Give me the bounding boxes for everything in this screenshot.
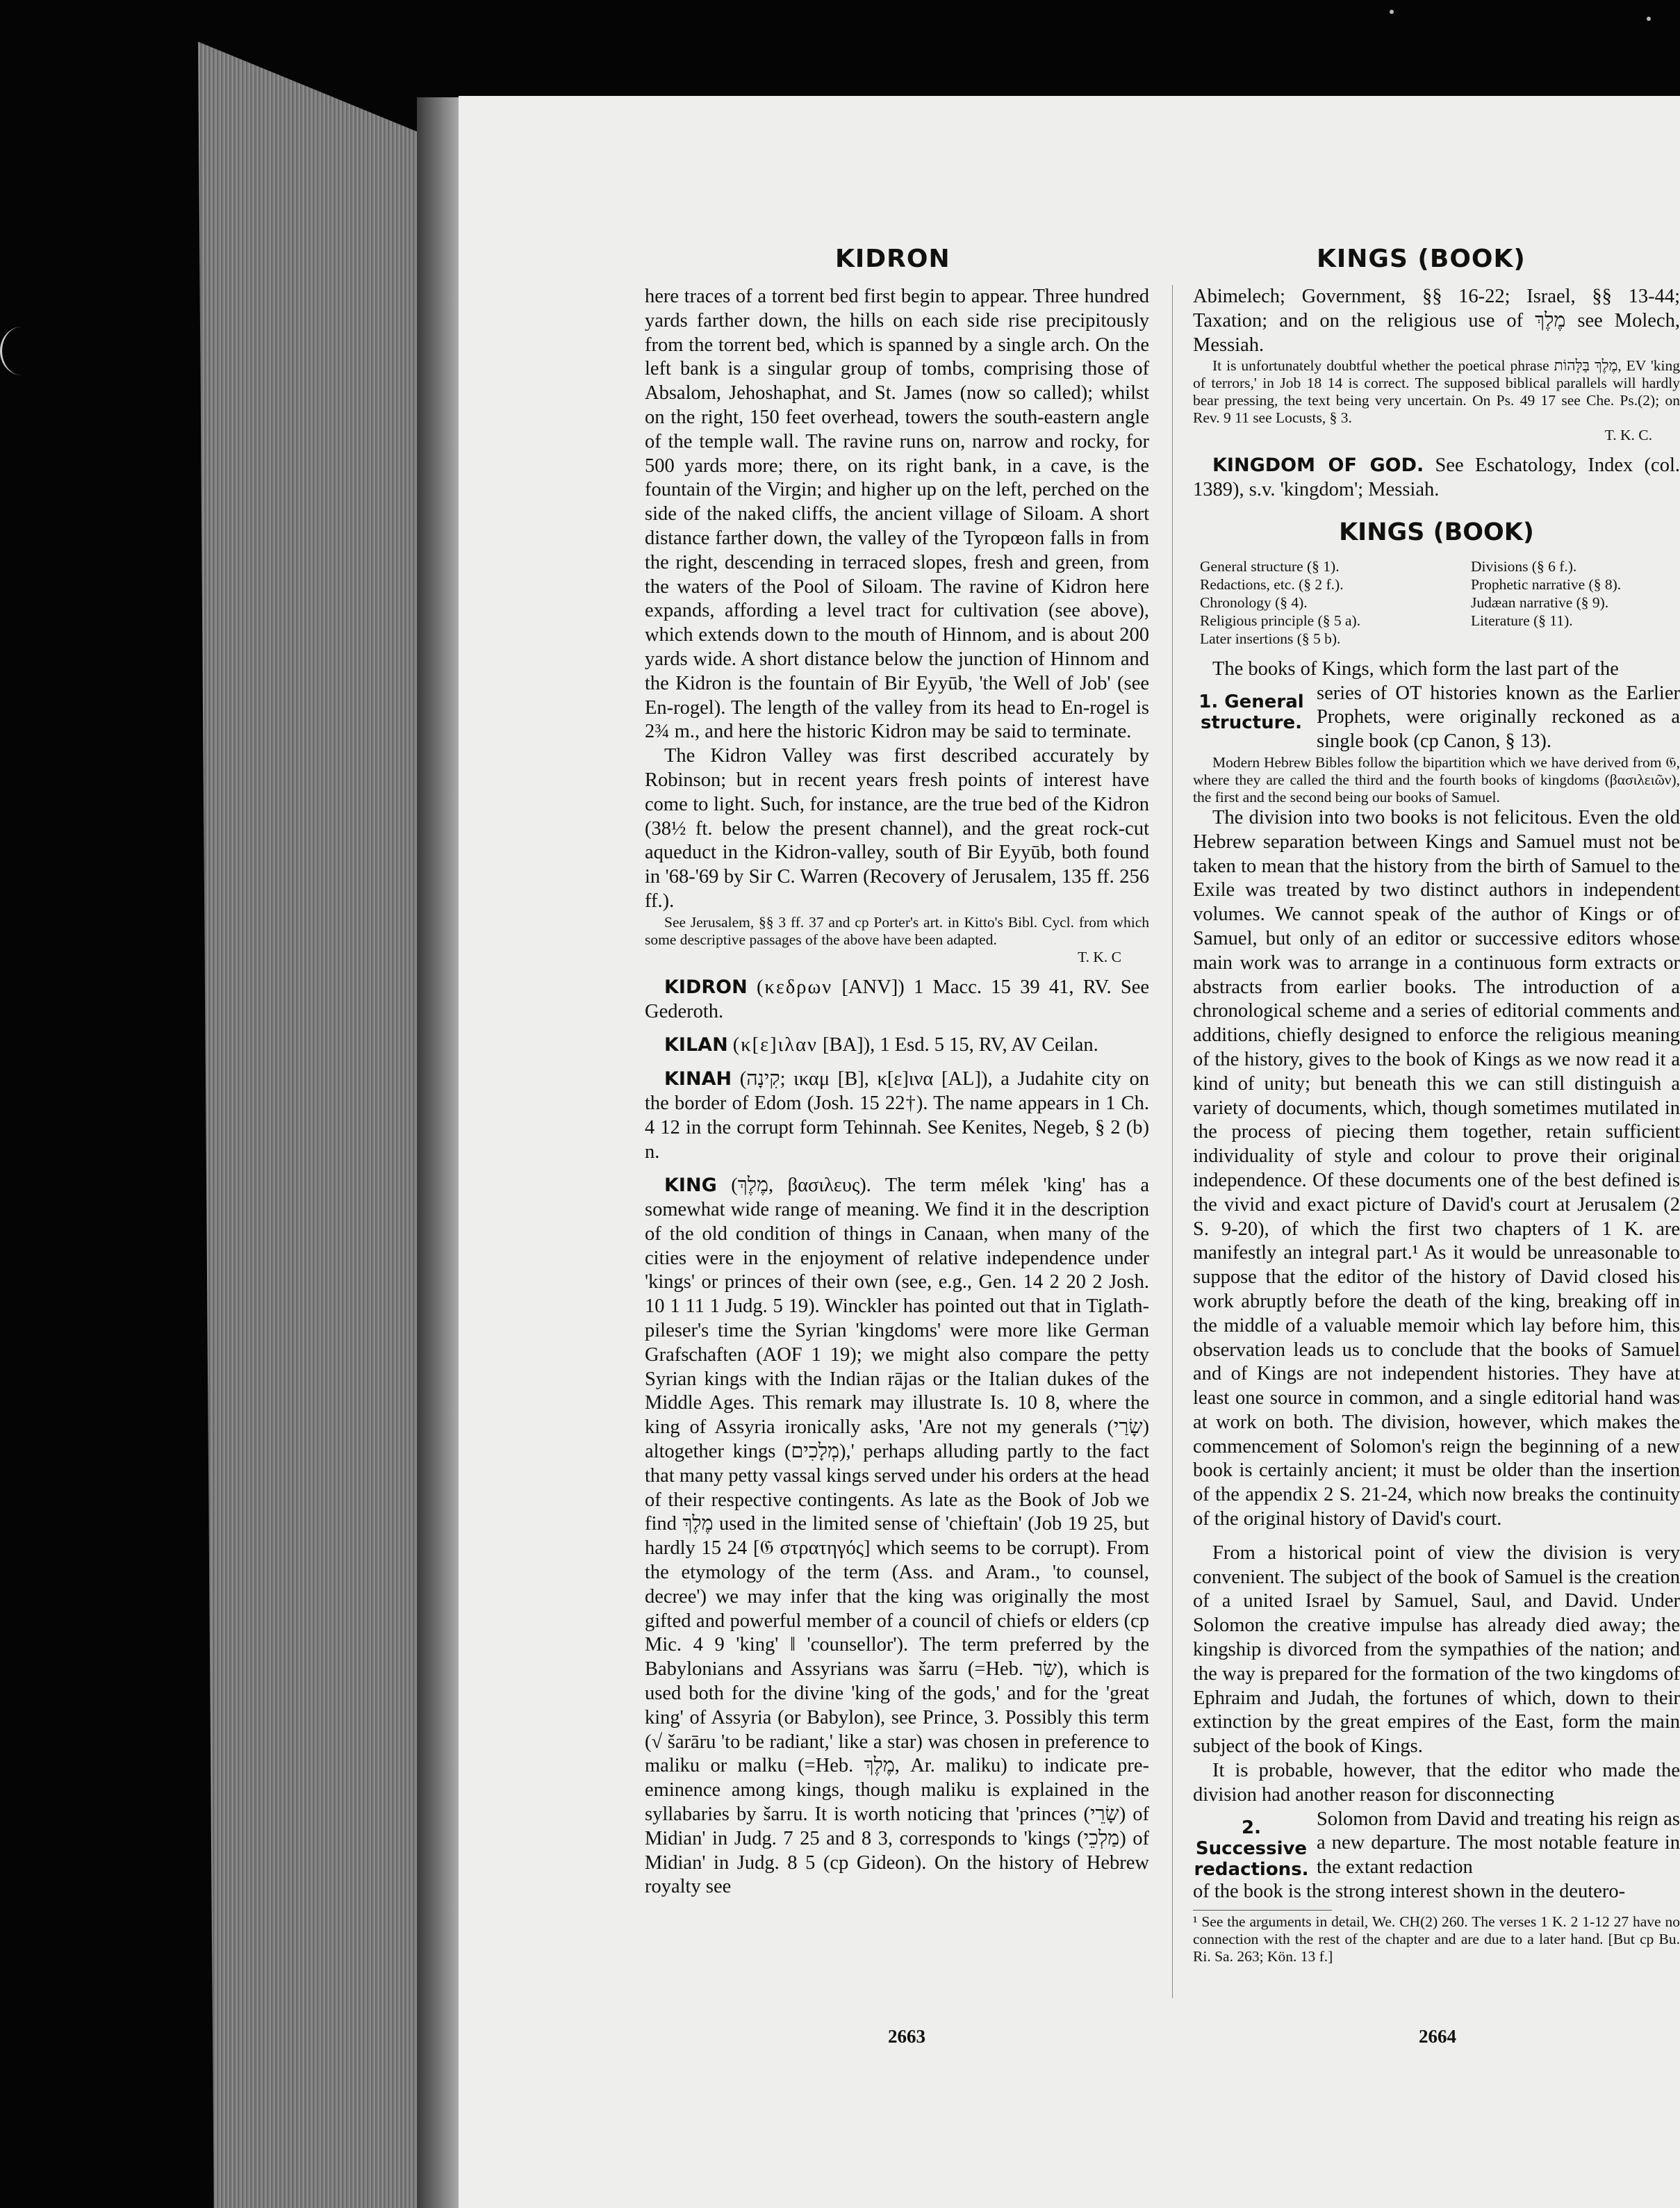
page-number-right: 2664 [1419,2026,1456,2047]
kidron-reference-note: See Jerusalem, §§ 3 ff. 37 and cp Porter's art. in Kitto's Bibl. Cycl. from which some descriptive passages of the above have been adapted. [645,913,1149,948]
left-column [645,285,1149,1899]
section-1-body: series of OT histories known as the Earlier Prophets, were originally reckoned as a single book (cp Canon, § 13). [1317,682,1680,753]
contents-item: General structure (§ 1). [1200,557,1340,575]
headword-kilan: KILAN [664,1034,728,1056]
margin-mark [0,327,44,375]
dust-speck [1647,17,1651,21]
contents-item: Redactions, etc. (§ 2 f.). [1200,575,1344,593]
section-1-note: Modern Hebrew Bibles follow the bipartition which we have derived from 𝔊, where they are called the third and the fourth books of kingdoms (βασιλειῶν), the first and the second being our books of Samuel. [1193,753,1680,805]
author-signature: T. K. C. [1604,427,1652,444]
headword-kingdom-of-god: KINGDOM OF GOD. [1212,455,1424,477]
section-1-heading: 1. General structure. [1199,691,1304,733]
contents-item: Judæan narrative (§ 9). [1471,594,1609,611]
section-2-body: Solomon from David and treating his reign as a new departure. The most notable feature in the extant redaction [1317,1808,1680,1879]
article-contents [1200,557,1680,648]
dust-speck [1390,10,1394,14]
contents-item: Religious principle (§ 5 a). [1200,612,1361,629]
running-head-left: KIDRON [835,245,950,273]
contents-item: Divisions (§ 6 f.). [1471,557,1577,575]
headword-kidron: KIDRON [664,976,748,998]
contents-item: Literature (§ 11). [1471,612,1573,629]
column-divider [1172,285,1173,1998]
contents-item: Prophetic narrative (§ 8). [1471,575,1622,593]
author-signature: T. K. C [1078,948,1121,965]
kidron-paragraph-1: here traces of a torrent bed first begin to appear. Three hundred yards farther down, the hills on each side rise precipitously from the torrent bed, which is spanned by a single arch. On the left bank is a singular group of tombs, comprising those of Absalom, Jehoshaphat, and St. James (now so called); whilst on the right, 150 feet overhead, towers the south-eastern angle of the temple wall. The ravine runs on, narrow and rocky, for 500 yards more; there, on its right bank, in a cave, is the fountain of the Virgin; and higher up on the left, perched on the side of the naked cliffs, the ancient village of Siloam. A short distance farther down, the valley of the Tyropœon falls in from the right, descending in terraced slopes, fresh and green, from the waters of the Pool of Siloam. The ravine of Kidron here expands, affording a level tract for cultivation (see above), which extends down to the mouth of Hinnom, and is about 200 yards wide. A short distance below the junction of Hinnom and the Kidron is the fountain of Bir Eyyūb, 'the Well of Job' (see En-rogel). The length of the valley from its head to En-rogel is 2¾ m., and here the historic Kidron may be said to terminate. [645,286,1149,743]
right-column [1193,285,1680,1965]
entry-kingdom-of-god: KINGDOM OF GOD. See Eschatology, Index (col. 1389), s.v. 'kingdom'; Messiah. [1193,455,1680,501]
section-1-lead: The books of Kings, which form the last part of the [1212,657,1619,680]
section-1 [1193,682,1680,754]
king-continuation: Abimelech; Government, §§ 16-22; Israel, §§ 13-44; Taxation; and on the religious use of מֶלֶךְ see Molech, Messiah. [1193,286,1680,356]
section-2 [1193,1808,1680,1880]
headword-king: KING [664,1175,717,1197]
section-2-tail: of the book is the strong interest shown in the deutero- [1193,1881,1626,1903]
footnote: ¹ See the arguments in detail, We. CH(2) 260. The verses 1 K. 2 1-12 27 have no connection with the rest of the chapter and are due to a later hand. [But cp Bu. Ri. Sa. 263; Kön. 13 f.] [1193,1913,1680,1965]
contents-left [1200,557,1471,648]
section-2-heading: 2. Successive redactions. [1194,1817,1309,1880]
king-note: It is unfortunately doubtful whether the poetical phrase מֶלֶךְ בַּלָּהוֹת, EV 'king of terrors,' in Job 18 14 is correct. The supposed biblical parallels will hardly bear pressing, the text being very uncertain. On Ps. 49 17 see Che. Ps.(2); on Rev. 9 11 see Locusts, § 3. [1193,357,1680,427]
kings-article-title: KINGS (BOOK) [1339,518,1534,546]
contents-item: Chronology (§ 4). [1200,594,1308,611]
kidron-paragraph-2: The Kidron Valley was first described accurately by Robinson; but in recent years fresh points of interest have come to light. Such, for instance, are the true bed of the Kidron (38½ ft. below the present channel), and the great rock-cut aqueduct in the Kidron-valley, south of Bir Eyyūb, both found in '68-'69 by Sir C. Warren (Recovery of Jerusalem, 135 ff. 256 ff.). [645,745,1149,912]
contents-right [1471,557,1680,648]
entry-king: KING (מֶלֶךְ, βασιλευς). The term mélek 'king' has a somewhat wide range of meaning. We find it in the description of the old condition of things in Canaan, when many of the cities were in the enjoyment of relative independence under 'kings' or princes of their own (see, e.g., Gen. 14 2 20 2 Josh. 10 1 11 1 Judg. 5 19). Winckler has pointed out that in Tiglath-pileser's time the Syrian 'kingdoms' were more like German Grafschaften (AOF 1 19); we might also compare the petty Syrian kings with the Indian rājas or the Italian dukes of the Middle Ages. This remark may illustrate Is. 10 8, where the king of Assyria ironically asks, 'Are not my generals (שָׂרַי) altogether kings (מְלָכִים),' perhaps alluding partly to the fact that many petty vassal kings served under his orders at the head of their respective contingents. As late as the Book of Job we find מֶלֶךְ used in the limited sense of 'chieftain' (Job 19 25, but hardly 15 24 [𝔊 στρατηγός] which seems to be corrupt). From the etymology of the term (Ass. and Aram., 'to counsel, decree') we may infer that the king was originally the most gifted and powerful member of a council of chiefs or elders (cp Mic. 4 9 'king' ‖ 'counsellor'). The term preferred by the Babylonians and Assyrians was šarru (=Heb. שַׂר), which is used both for the divine 'king of the gods,' and for the 'great king' of Assyria (or Babylon), see Prince, 3. Possibly this term (√ šarāru 'to be radiant,' like a star) was chosen in preference to maliku or malku (=Heb. מֶלֶךְ, Ar. maliku) to indicate pre-eminence among kings, though maliku is explained in the syllabaries by šarru. It is worth noticing that 'princes (שָׂרֵי) of Midian' in Judg. 7 25 and 8 3, corresponds to 'kings (מַלְכֵי) of Midian' in Judg. 8 5 (cp Gideon). On the history of Hebrew royalty see [645,1175,1150,1898]
contents-item: Later insertions (§ 5 b). [1200,630,1341,647]
entry-kinah: KINAH (קִינָה; ικαμ [B], κ[ε]ινα [AL]), a Judahite city on the border of Edom (Josh. 15 22†). The name appears in 1 Ch. 4 12 in the corrupt form Tehinnah. See Kenites, Negeb, § 2 (b) n. [645,1068,1149,1163]
entry-kilan: KILAN (κ[ε]ιλαν [BA]), 1 Esd. 5 15, RV, AV Ceilan. [664,1034,1098,1056]
headword-kinah: KINAH [664,1068,732,1090]
section-2-lead: It is probable, however, that the editor who made the division had another reason for disconnecting [1193,1760,1680,1806]
running-head-right: KINGS (BOOK) [1317,245,1526,273]
page-number-left: 2663 [888,2026,925,2047]
historical-paragraph: From a historical point of view the division is very convenient. The subject of the book of Samuel is the creation of a united Israel by Samuel, Saul, and David. Under Solomon the creative impulse has already died away; the kingship is divorced from the sympathies of the nation; and the way is prepared for the formation of the two kingdoms of Ephraim and Judah, the fortunes of which, down to their extinction by the great empires of the East, form the main subject of the book of Kings. [1193,1541,1680,1758]
division-paragraph: The division into two books is not felicitous. Even the old Hebrew separation between Kings and Samuel must not be taken to mean that the history from the birth of Samuel to the Exile was treated by two distinct authors in independent volumes. We cannot speak of the author of Kings or of Samuel, but only of an editor or successive editors whose main work was to arrange in a continuous form extracts or abstracts from earlier books. The introduction of a chronological scheme and a series of editorial comments and additions, chiefly designed to enforce the religious meaning of the history, gives to the book of Kings as we now read it a kind of unity; but beneath this we can still distinguish a variety of documents, which, though sometimes mutilated in the process of piecing them together, retain sufficient individuality of style and colour to prove their original independence. Of these documents one of the best defined is the vivid and exact picture of David's court at Jerusalem (2 S. 9-20), of which the first two chapters of 1 K. are manifestly an integral part.¹ As it would be unreasonable to suppose that the editor of the history of David closed his work abruptly before the death of the king, breaking off in the middle of a valuable memoir which lay before him, this observation leads us to conclude that the books of Samuel and of Kings are not independent histories. They have at least one source in common, and a single editorial hand was at work on both. The division, however, which makes the commencement of Solomon's reign the beginning of a new book is certainly ancient; it must be older than the insertion of the appendix 2 S. 21-24, which now breaks the continuity of the original history of David's court. [1193,806,1680,1530]
entry-kidron-macc: KIDRON (κεδρων [ANV]) 1 Macc. 15 39 41, RV. See Gederoth. [645,976,1150,1022]
footnote-rule [1193,1910,1332,1911]
